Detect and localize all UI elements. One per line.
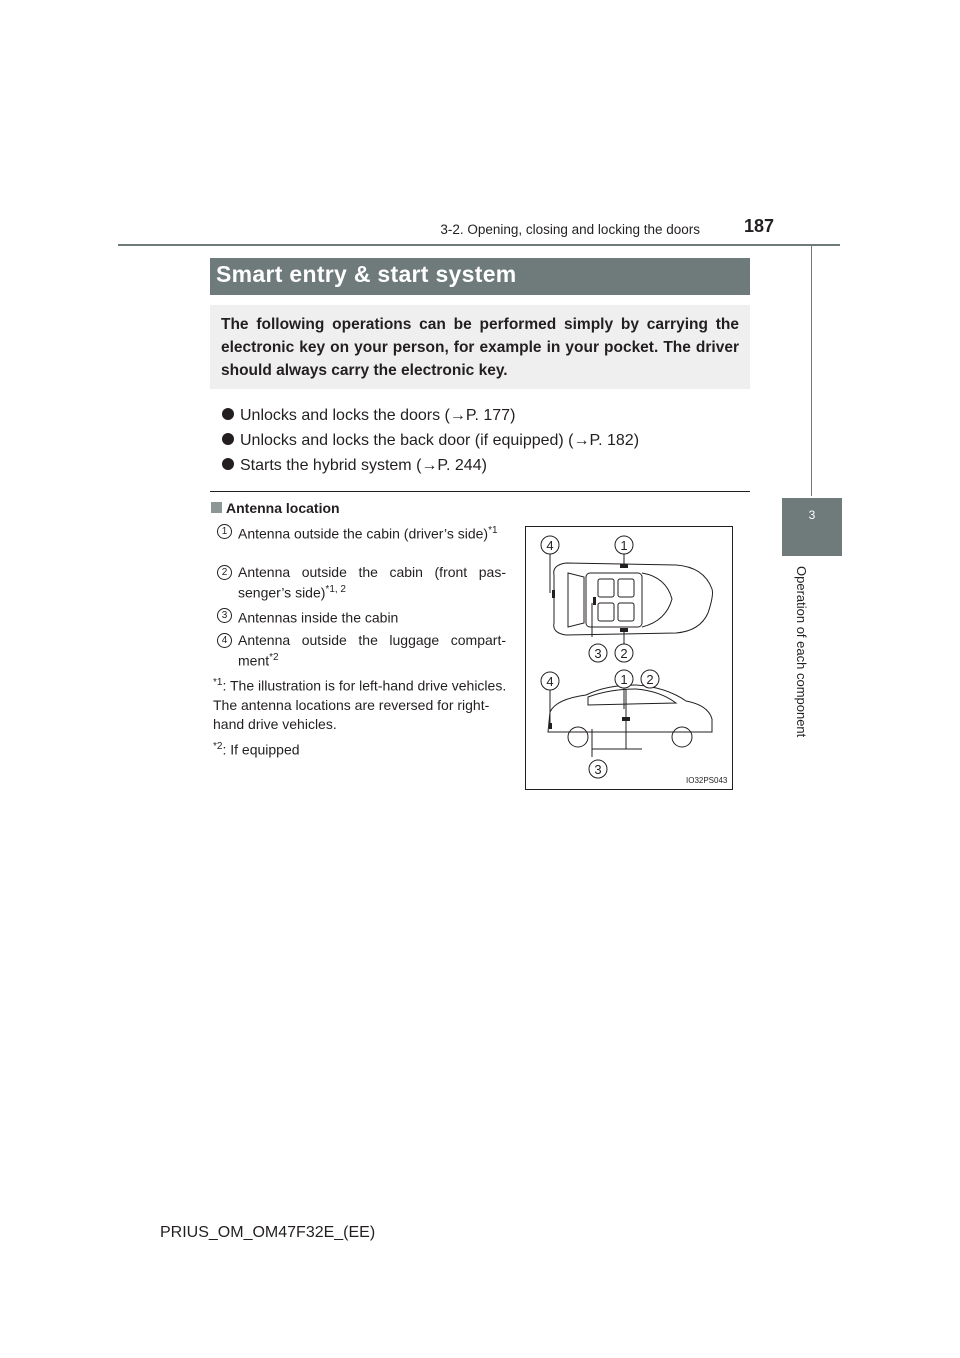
item-number-circle: 1 (217, 524, 232, 539)
callout-3: 3 (594, 646, 602, 661)
footer-document-code: PRIUS_OM_OM47F32E_(EE) (160, 1224, 376, 1241)
footnote-mark: *1 (213, 677, 223, 688)
subheading-square-icon (211, 502, 222, 513)
car-illustration (526, 527, 732, 789)
callout-3: 3 (594, 762, 602, 777)
bullet-item (222, 457, 487, 475)
bullet-text: Starts the hybrid system (→P. 244) (240, 457, 487, 474)
bullet-dot (222, 433, 234, 445)
item-text (238, 522, 506, 543)
bullet-item (222, 432, 639, 450)
running-header: 3-2. Opening, closing and locking the doors (440, 222, 700, 237)
bullet-item (222, 407, 515, 425)
antenna-location-figure (525, 526, 733, 790)
bullet-text: Unlocks and locks the doors (→P. 177) (240, 407, 516, 424)
callout-4: 4 (546, 538, 554, 553)
section-divider (210, 491, 750, 492)
item-footnote-mark: *1, 2 (325, 584, 346, 595)
callout-4: 4 (546, 674, 554, 689)
callout-1: 1 (620, 672, 628, 687)
page-number: 187 (743, 216, 774, 236)
header-rule (118, 244, 840, 246)
chapter-title (793, 566, 809, 766)
item-text (238, 631, 506, 670)
item-label: Antenna outside the cabin (driver’s side) (238, 525, 489, 542)
callout-1: 1 (620, 538, 628, 553)
footnote (213, 673, 507, 734)
item-text (238, 563, 506, 602)
side-tab-line (811, 246, 812, 496)
section-title: Smart entry & start system (216, 261, 517, 287)
chapter-tab (782, 498, 842, 556)
callout-2: 2 (620, 646, 628, 661)
figure-code: IO32PS043 (686, 776, 728, 785)
bullet-dot (222, 408, 234, 420)
chapter-title-text: Operation of each component (794, 566, 809, 738)
footnote (213, 737, 507, 760)
bullet-text: Unlocks and locks the back door (if equipped) (→P. 182) (240, 432, 640, 449)
footnote-text: : If equipped (222, 741, 300, 758)
subheading (211, 500, 340, 516)
item-label: Antennas inside the cabin (238, 609, 399, 626)
bullet-dot (222, 458, 234, 470)
chapter-number: 3 (808, 508, 816, 522)
item-number-circle: 3 (217, 608, 232, 623)
item-footnote-mark: *2 (269, 652, 279, 663)
item-number-circle: 4 (217, 633, 232, 648)
footnote-text: : The illustration is for left-hand drive vehicles. The antenna locations are reversed for right-hand drive vehicles. (213, 677, 507, 732)
item-label: Antenna outside the luggage compart-ment (238, 632, 506, 669)
item-text (238, 606, 506, 627)
item-label: Antenna outside the cabin (front pas-senger’s side) (238, 564, 506, 601)
subheading-text: Antenna location (226, 500, 340, 516)
callout-2: 2 (646, 672, 654, 687)
intro-text: The following operations can be performed simply by carrying the electronic key on your person, for example in your pocket. The driver should always carry the electronic key. (221, 316, 739, 379)
item-footnote-mark: *1 (488, 525, 498, 536)
item-number-circle: 2 (217, 565, 232, 580)
footnote-mark: *2 (213, 741, 223, 752)
